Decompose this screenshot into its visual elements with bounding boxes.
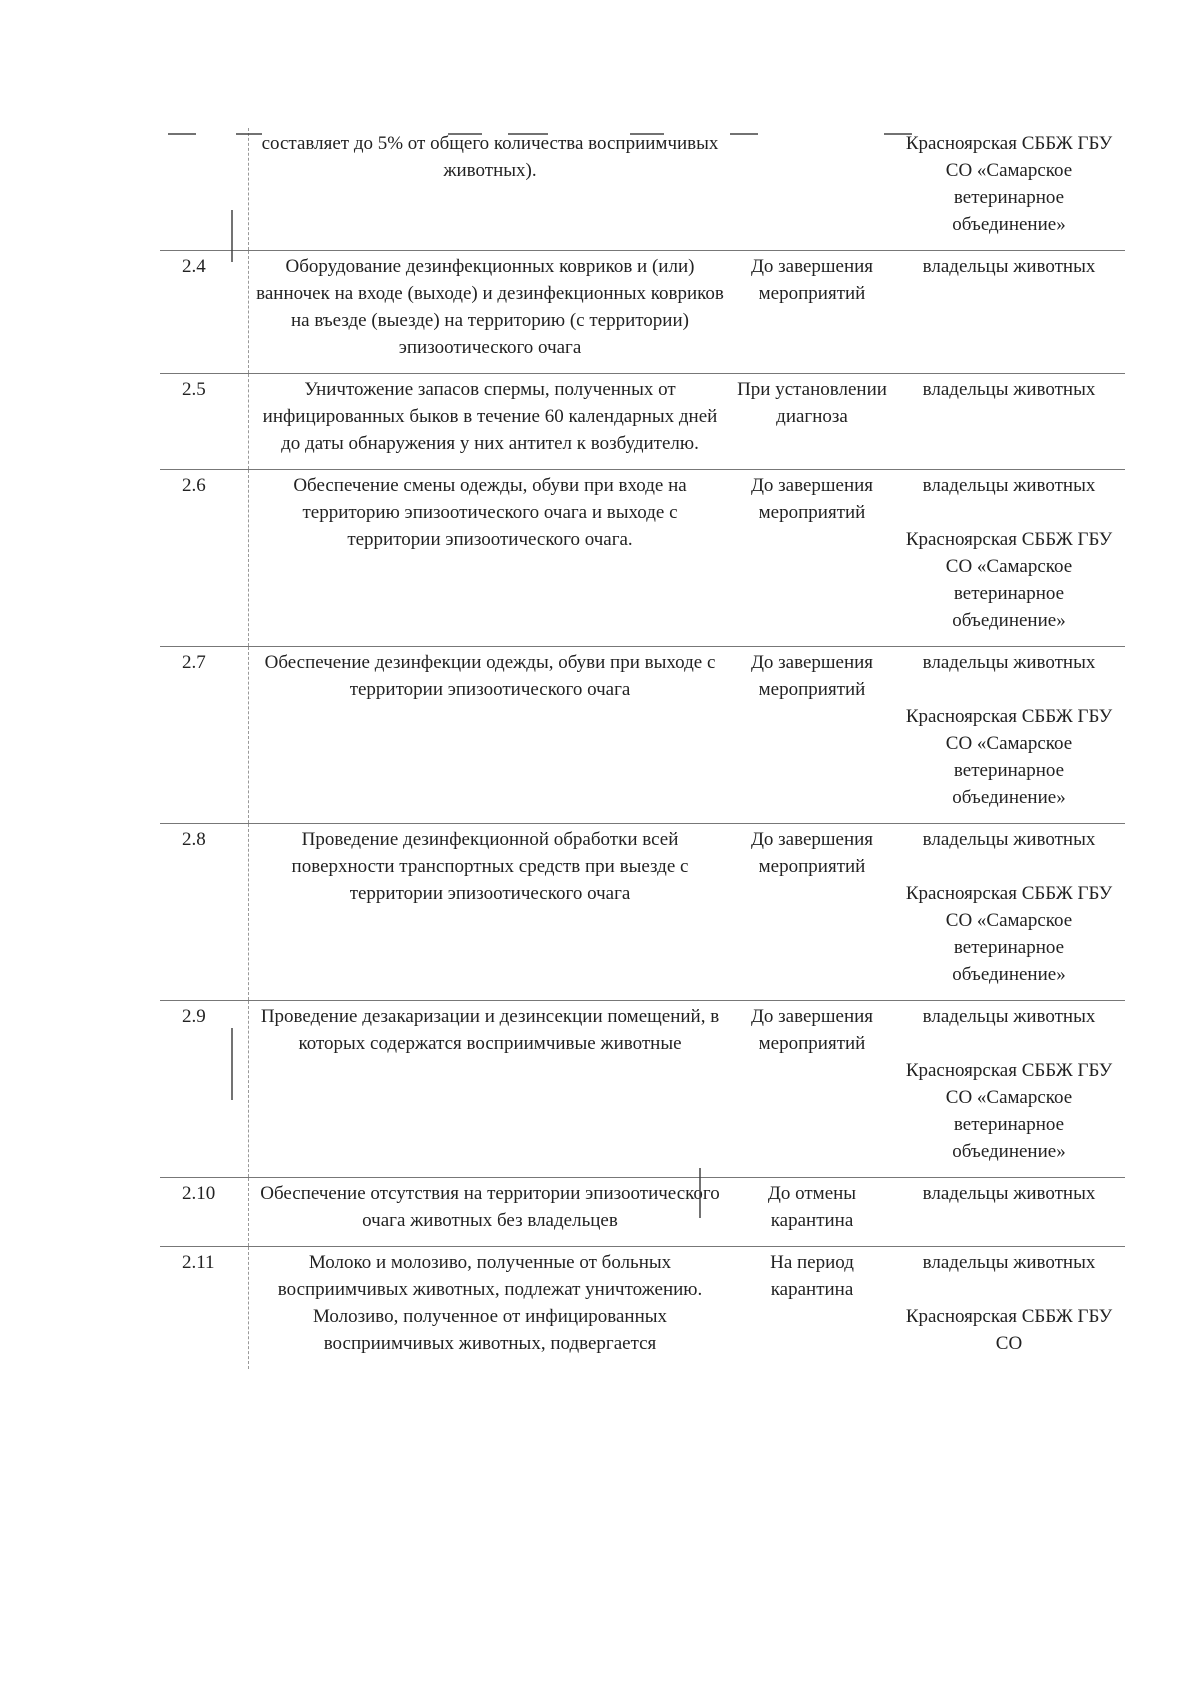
row-action: составляет до 5% от общего количества восприимчивых животных). (249, 128, 732, 251)
table-row (160, 374, 1125, 470)
responsible-primary: владельцы животных (922, 1183, 1096, 1204)
row-number: 2.6 (182, 475, 206, 496)
responsible-primary: владельцы животных (922, 1252, 1096, 1273)
row-action: Обеспечение смены одежды, обуви при входе на территорию эпизоотического очага и выходе с территории эпизоотического очага. (249, 470, 732, 647)
row-term: До завершения мероприятий (750, 256, 874, 304)
row-action: Молоко и молозиво, полученные от больных восприимчивых животных, подлежат уничтожению. Молозиво, полученное от инфицированных восприимчивых животных, подвергается (249, 1247, 732, 1370)
row-term: До завершения мероприятий (750, 1006, 874, 1054)
table-row (160, 1178, 1125, 1247)
row-number: 2.11 (182, 1252, 215, 1273)
row-responsible (893, 647, 1125, 824)
row-responsible (893, 1247, 1125, 1370)
row-responsible (893, 374, 1125, 470)
row-action: Обеспечение дезинфекции одежды, обуви при выходе с территории эпизоотического очага (249, 647, 732, 824)
responsible-secondary: Красноярская СББЖ ГБУ СО «Самарское ветеринарное объединение» (905, 133, 1113, 235)
row-term (731, 128, 893, 251)
responsible-primary: владельцы животных (922, 475, 1096, 496)
table-row (160, 470, 1125, 647)
spacer (899, 676, 1119, 703)
row-action: Оборудование дезинфекционных ковриков и (или) ванночек на входе (выходе) и дезинфекционных ковриков на въезде (выезде) на территорию (с территории) эпизоотического очага (249, 251, 732, 374)
row-number: 2.4 (182, 256, 206, 277)
responsible-secondary: Красноярская СББЖ ГБУ СО «Самарское ветеринарное объединение» (905, 1060, 1113, 1162)
row-action: Проведение дезакаризации и дезинсекции помещений, в которых содержатся восприимчивые животные (249, 1001, 732, 1178)
row-responsible (893, 251, 1125, 374)
spacer (899, 1030, 1119, 1057)
responsible-primary: владельцы животных (922, 379, 1096, 400)
responsible-secondary: Красноярская СББЖ ГБУ СО «Самарское ветеринарное объединение» (905, 529, 1113, 631)
row-term: При установлении диагноза (737, 379, 887, 427)
row-responsible (893, 1001, 1125, 1178)
row-term: На период карантина (770, 1252, 854, 1300)
row-number (160, 128, 249, 251)
responsible-primary: владельцы животных (922, 652, 1096, 673)
table-row (160, 1001, 1125, 1178)
responsible-secondary: Красноярская СББЖ ГБУ СО «Самарское ветеринарное объединение» (905, 706, 1113, 808)
row-term: До завершения мероприятий (750, 475, 874, 523)
spacer (899, 853, 1119, 880)
row-term: До завершения мероприятий (750, 829, 874, 877)
row-number: 2.8 (182, 829, 206, 850)
table-row (160, 1247, 1125, 1370)
responsible-primary: владельцы животных (922, 1006, 1096, 1027)
row-term: До завершения мероприятий (750, 652, 874, 700)
spacer (899, 1276, 1119, 1303)
table-row (160, 824, 1125, 1001)
row-responsible (893, 128, 1125, 251)
table-row (160, 128, 1125, 251)
table-row (160, 251, 1125, 374)
row-responsible (893, 1178, 1125, 1247)
spacer (899, 499, 1119, 526)
row-responsible (893, 470, 1125, 647)
measures-table (160, 128, 1125, 1369)
table-row (160, 647, 1125, 824)
row-action: Уничтожение запасов спермы, полученных от инфицированных быков в течение 60 календарных дней до даты обнаружения у них антител к возбудителю. (249, 374, 732, 470)
row-responsible (893, 824, 1125, 1001)
row-number: 2.5 (182, 379, 206, 400)
row-action: Проведение дезинфекционной обработки всей поверхности транспортных средств при выезде с территории эпизоотического очага (249, 824, 732, 1001)
row-number: 2.7 (182, 652, 206, 673)
row-number: 2.10 (182, 1183, 216, 1204)
row-term: До отмены карантина (767, 1183, 857, 1231)
responsible-secondary: Красноярская СББЖ ГБУ СО «Самарское ветеринарное объединение» (905, 883, 1113, 985)
responsible-primary: владельцы животных (922, 256, 1096, 277)
row-number: 2.9 (182, 1006, 206, 1027)
responsible-primary: владельцы животных (922, 829, 1096, 850)
responsible-secondary: Красноярская СББЖ ГБУ СО (905, 1306, 1113, 1354)
row-action: Обеспечение отсутствия на территории эпизоотического очага животных без владельцев (249, 1178, 732, 1247)
